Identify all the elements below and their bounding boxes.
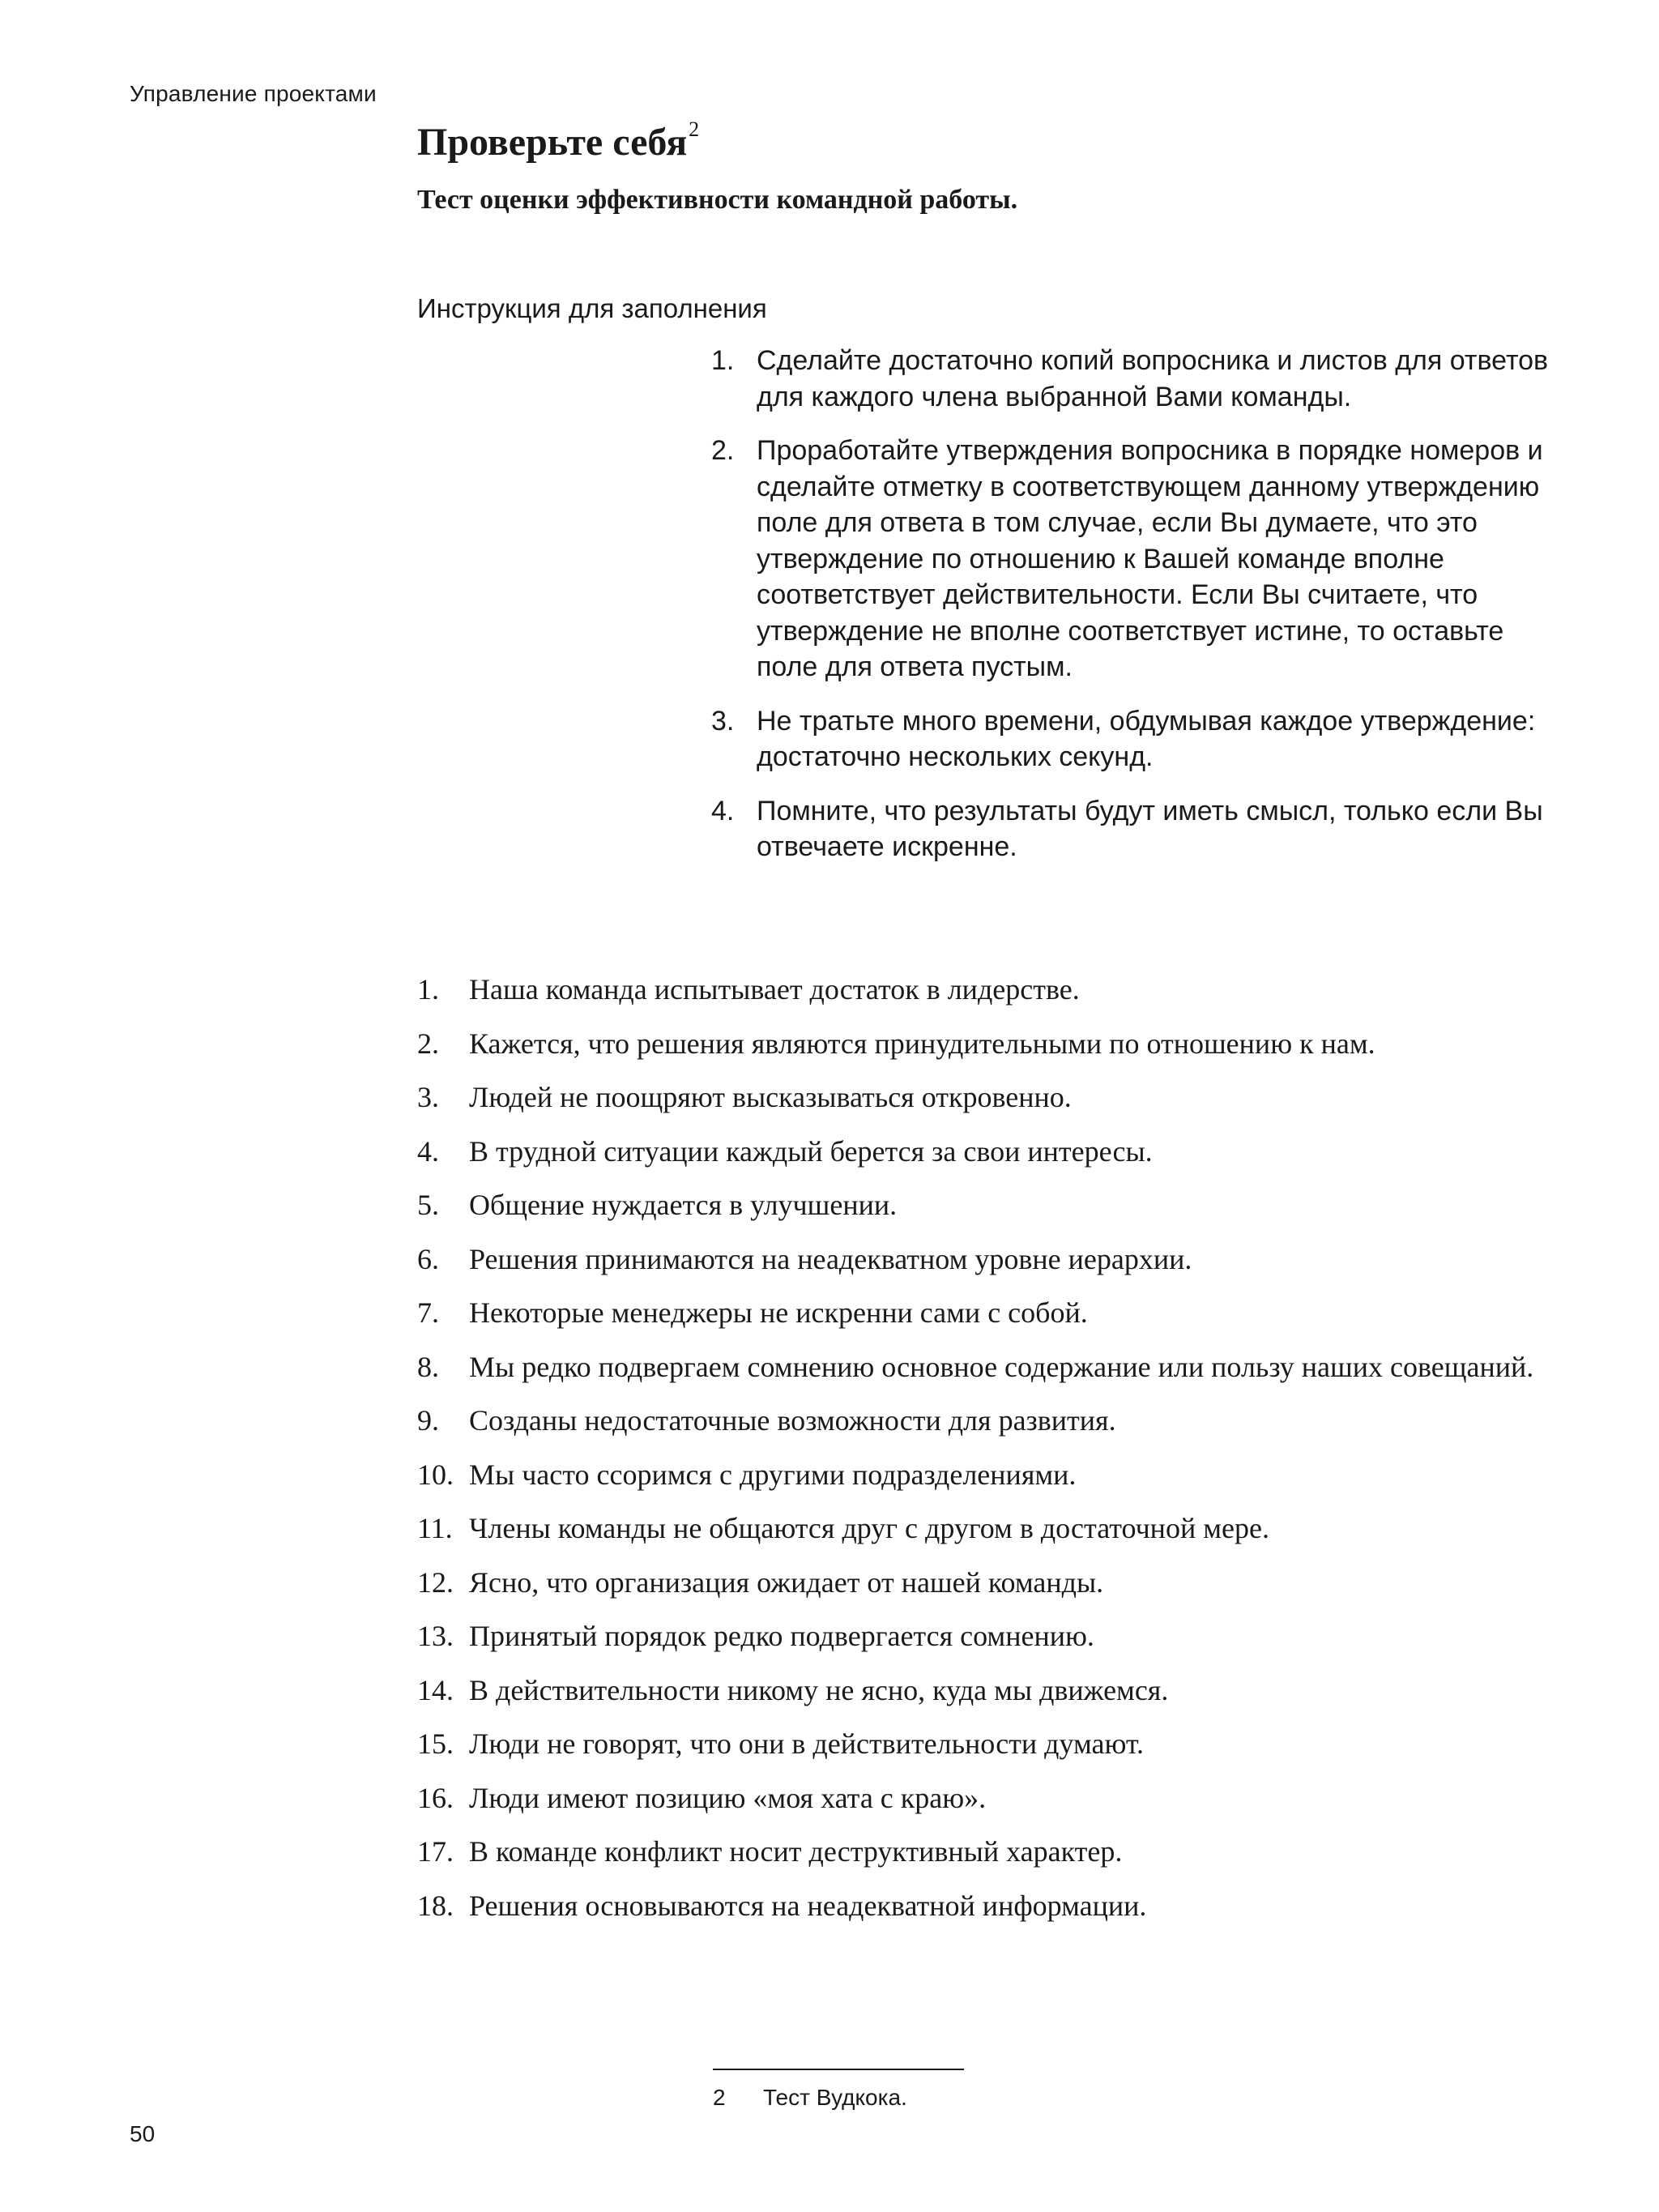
statement-number: 2. xyxy=(417,1027,439,1060)
instruction-item xyxy=(711,433,1554,685)
statement-text: В команде конфликт носит деструктивный характер. xyxy=(469,1835,1123,1868)
statement-item xyxy=(417,1027,1567,1061)
statement-text: Люди имеют позицию «моя хата с краю». xyxy=(469,1781,987,1814)
statement-item xyxy=(417,1727,1567,1761)
statement-number: 12. xyxy=(417,1565,454,1599)
statement-text: Кажется, что решения являются принудительными по отношению к нам. xyxy=(469,1027,1375,1060)
statement-text: Ясно, что организация ожидает от нашей команды. xyxy=(469,1565,1104,1599)
instruction-text: Помните, что результаты будут иметь смысл, только если Вы отвечаете искренне. xyxy=(757,795,1543,862)
statement-item xyxy=(417,1889,1567,1924)
running-header: Управление проектами xyxy=(130,81,377,106)
statement-number: 14. xyxy=(417,1673,454,1706)
statement-item xyxy=(417,972,1567,1007)
statement-number: 3. xyxy=(417,1081,439,1113)
statement-text: Мы часто ссоримся с другими подразделениями. xyxy=(469,1458,1077,1491)
statement-item xyxy=(417,1565,1567,1600)
instructions-heading: Инструкция для заполнения xyxy=(417,293,767,323)
instruction-number: 2. xyxy=(711,435,735,466)
statement-text: В действительности никому не ясно, куда мы движемся. xyxy=(469,1673,1169,1706)
instruction-text: Не тратьте много времени, обдумывая каждое утверждение: достаточно нескольких секунд. xyxy=(757,705,1536,772)
instruction-item xyxy=(711,793,1554,865)
statement-number: 9. xyxy=(417,1404,439,1437)
statement-number: 18. xyxy=(417,1889,454,1922)
instruction-number: 1. xyxy=(711,345,735,376)
statement-item xyxy=(417,1781,1567,1816)
statement-number: 10. xyxy=(417,1458,454,1491)
footnote-reference[interactable]: 2 xyxy=(689,117,700,141)
instruction-text: Сделайте достаточно копий вопросника и листов для ответов для каждого члена выбранной Вами команды. xyxy=(757,345,1549,412)
footnote-text: Тест Вудкока. xyxy=(763,2085,907,2110)
statement-text: Людей не поощряют высказываться откровенно. xyxy=(469,1081,1072,1113)
statement-item xyxy=(417,1834,1567,1869)
page-title-text: Проверьте себя xyxy=(417,121,688,164)
statement-item xyxy=(417,1403,1567,1438)
statement-number: 1. xyxy=(417,973,439,1006)
statement-text: Мы редко подвергаем сомнению основное содержание или пользу наших совещаний. xyxy=(469,1350,1534,1383)
statement-item xyxy=(417,1673,1567,1708)
statement-number: 11. xyxy=(417,1512,453,1544)
page-number: 50 xyxy=(130,2121,156,2146)
instruction-item xyxy=(711,703,1554,775)
statement-item xyxy=(417,1350,1567,1385)
test-subtitle: Тест оценки эффективности командной работы. xyxy=(417,185,1018,215)
statement-number: 15. xyxy=(417,1727,454,1760)
statements-list xyxy=(417,972,1567,1942)
statement-item xyxy=(417,1458,1567,1492)
statement-text: В трудной ситуации каждый берется за свои интересы. xyxy=(469,1134,1153,1168)
instruction-number: 4. xyxy=(711,795,735,826)
statement-number: 7. xyxy=(417,1296,439,1329)
statement-item xyxy=(417,1134,1567,1169)
statement-item xyxy=(417,1619,1567,1654)
statement-item xyxy=(417,1080,1567,1115)
statement-text: Наша команда испытывает достаток в лидерстве. xyxy=(469,973,1080,1006)
instruction-item xyxy=(711,343,1554,415)
statement-text: Решения основываются на неадекватной информации. xyxy=(469,1889,1147,1922)
statement-item xyxy=(417,1296,1567,1330)
statement-text: Некоторые менеджеры не искренни сами с собой. xyxy=(469,1296,1088,1329)
statement-text: Члены команды не общаются друг с другом в достаточной мере. xyxy=(469,1512,1269,1544)
statement-text: Принятый порядок редко подвергается сомнению. xyxy=(469,1620,1094,1652)
statement-text: Общение нуждается в улучшении. xyxy=(469,1189,898,1221)
page-title xyxy=(417,117,700,164)
statement-number: 6. xyxy=(417,1242,439,1275)
statement-number: 13. xyxy=(417,1620,454,1652)
statement-number: 8. xyxy=(417,1350,439,1383)
instructions-list xyxy=(711,343,1554,883)
statement-text: Люди не говорят, что они в действительности думают. xyxy=(469,1727,1144,1760)
footnote-divider xyxy=(713,2069,964,2070)
footnote-number: 2 xyxy=(713,2085,726,2110)
footnote xyxy=(713,2085,907,2111)
statement-number: 17. xyxy=(417,1835,454,1868)
statement-text: Созданы недостаточные возможности для развития. xyxy=(469,1404,1116,1437)
statement-item xyxy=(417,1511,1567,1546)
statement-item xyxy=(417,1188,1567,1223)
statement-text: Решения принимаются на неадекватном уровне иерархии. xyxy=(469,1242,1192,1275)
instruction-number: 3. xyxy=(711,705,735,737)
instruction-text: Проработайте утверждения вопросника в порядке номеров и сделайте отметку в соответствующем данному утверждению поле для ответа в том случае, если Вы думаете, что это утверждение по отношению к Вашей команде вполне соответствует действительности. Если Вы считаете, что утверждение не вполне соответствует истине, то оставьте поле для ответа пустым. xyxy=(757,435,1543,682)
statement-number: 16. xyxy=(417,1781,454,1814)
statement-number: 4. xyxy=(417,1134,439,1168)
statement-item xyxy=(417,1242,1567,1277)
statement-number: 5. xyxy=(417,1189,439,1221)
